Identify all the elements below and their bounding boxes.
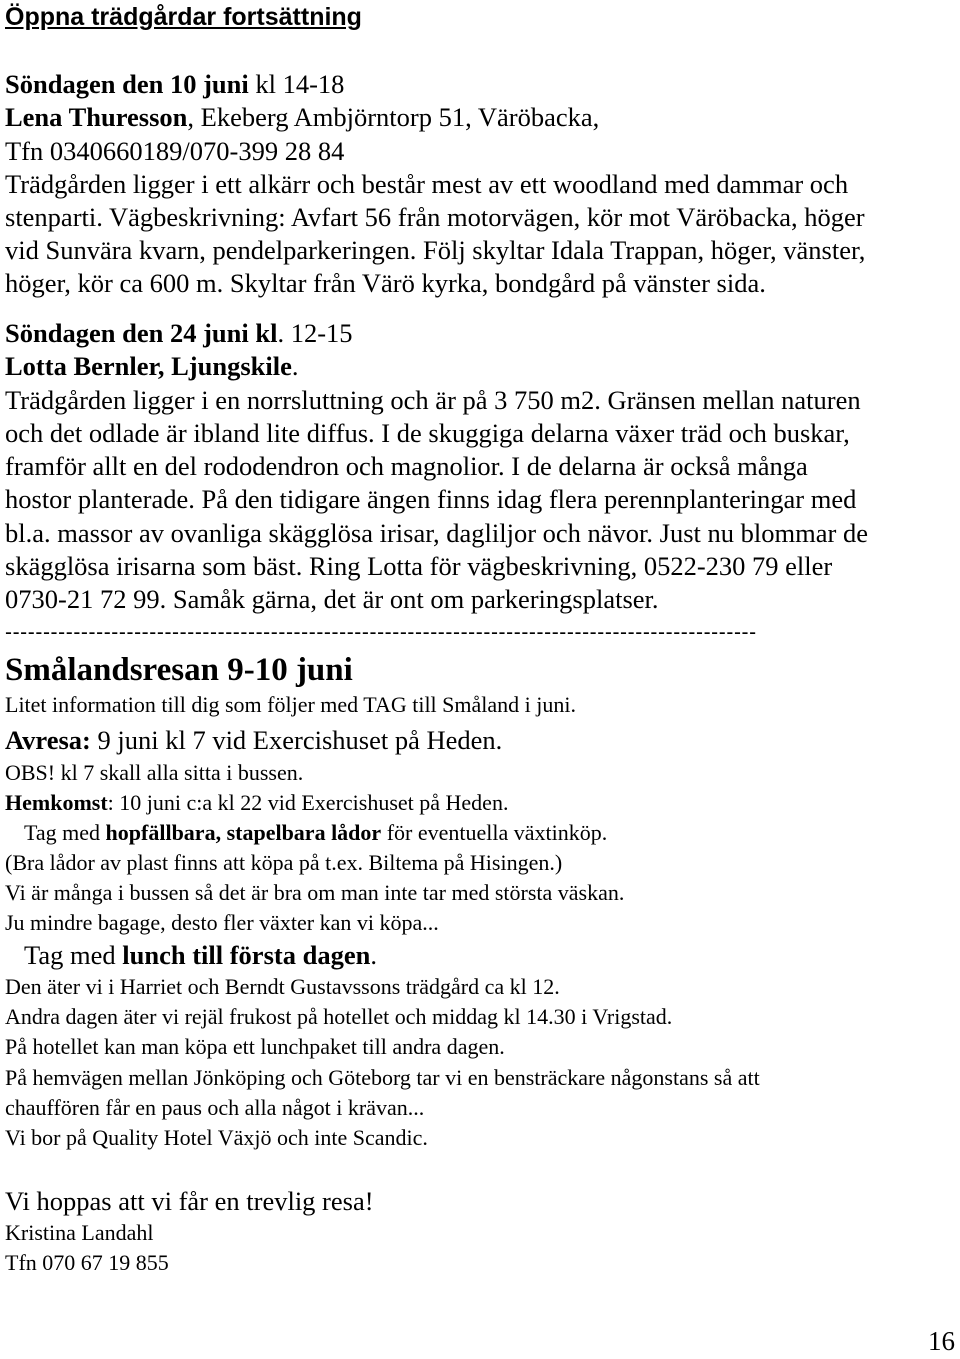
garden2-host-line	[5, 353, 298, 380]
bring-boxes-line	[24, 822, 607, 844]
trip-info-line: På hotellet kan man köpa ett lunchpaket till andra dagen.	[5, 1034, 505, 1059]
trip-info-line: Den äter vi i Harriet och Berndt Gustavssons trädgård ca kl 12.	[5, 974, 560, 999]
garden2-host-end: .	[291, 351, 299, 381]
garden2-desc-line: framför allt en del rododendron och magnolior. I de delarna är också många	[5, 451, 808, 481]
dashed-separator: ---------------------------------------------------------------------------------------------------	[5, 621, 757, 644]
garden2-desc-line: skägglösa irisarna som bäst. Ring Lotta för vägbeskrivning, 0522-230 79 eller	[5, 551, 833, 581]
garden1-time: kl 14-18	[248, 69, 345, 99]
garden2-time: . 12-15	[277, 318, 353, 348]
garden1-desc-line: stenparti. Vägbeskrivning: Avfart 56 från motorvägen, kör mot Väröbacka, höger	[5, 202, 865, 232]
return-label: Hemkomst	[5, 790, 108, 815]
garden2-date-line	[5, 320, 353, 347]
garden2-desc-line: 0730-21 72 99. Samåk gärna, det är ont om parkeringsplatser.	[5, 584, 659, 614]
trip-heading: Smålandsresan 9-10 juni	[5, 652, 353, 688]
obs-note: OBS! kl 7 skall alla sitta i bussen.	[5, 760, 304, 785]
return-text: : 10 juni c:a kl 22 vid Exercishuset på Heden.	[107, 790, 509, 815]
garden1-date-line	[5, 71, 344, 98]
luggage-note: Vi är många i bussen så det är bra om man inte tar med största väskan.	[5, 880, 625, 905]
garden1-desc-line: Trädgården ligger i ett alkärr och består mest av ett woodland med dammar och	[5, 169, 849, 199]
garden2-desc-line: Trädgården ligger i en norrsluttning och är på 3 750 m2. Gränsen mellan naturen	[5, 385, 861, 415]
departure-label: Avresa:	[5, 725, 91, 755]
return-line	[5, 792, 508, 814]
boxes-tip: (Bra lådor av plast finns att köpa på t.ex. Biltema på Hisingen.)	[5, 850, 563, 875]
trip-info-line: Vi bor på Quality Hotel Växjö och inte Scandic.	[5, 1125, 428, 1150]
bring-lunch-bold: lunch till första dagen	[122, 940, 371, 970]
garden2-host: Lotta Bernler, Ljungskile	[5, 351, 292, 381]
trip-intro: Litet information till dig som följer med TAG till Småland i juni.	[5, 692, 576, 717]
garden2-desc-line: och det odlade är ibland lite diffus. I de skuggiga delarna växer träd och buskar,	[5, 418, 850, 448]
luggage-note-2: Ju mindre bagage, desto fler växter kan vi köpa...	[5, 910, 439, 935]
bring-boxes-pre: Tag med	[24, 820, 106, 845]
page-title: Öppna trädgårdar fortsättning	[5, 3, 362, 31]
departure-line	[5, 727, 502, 754]
garden2-desc-line: bl.a. massor av ovanliga skägglösa irisar, dagliljor och nävor. Just nu blommar de	[5, 518, 868, 548]
contact-phone: Tfn 070 67 19 855	[5, 1250, 169, 1275]
page-number: 16	[928, 1326, 955, 1356]
garden2-desc-line: hostor planterade. På den tidigare ängen finns idag flera perennplanteringar med	[5, 484, 857, 514]
bring-lunch-line	[24, 942, 377, 969]
garden1-desc-line: höger, kör ca 600 m. Skyltar från Värö kyrka, bondgård på vänster sida.	[5, 268, 766, 298]
garden1-host-line	[5, 104, 599, 131]
bring-boxes-bold: hopfällbara, stapelbara lådor	[105, 820, 382, 845]
garden1-address: , Ekeberg Ambjörntorp 51, Väröbacka,	[187, 102, 600, 132]
trip-info-line: På hemvägen mellan Jönköping och Göteborg tar vi en bensträckare någonstans så att	[5, 1065, 760, 1090]
garden2-kl: kl	[248, 318, 278, 348]
bring-lunch-pre: Tag med	[24, 940, 123, 970]
signature: Kristina Landahl	[5, 1220, 154, 1245]
garden2-date: Söndagen den 24 juni	[5, 318, 249, 348]
bring-lunch-post: .	[370, 940, 377, 970]
garden1-date: Söndagen den 10 juni	[5, 69, 249, 99]
bring-boxes-post: för eventuella växtinköp.	[381, 820, 608, 845]
garden1-phone: Tfn 0340660189/070-399 28 84	[5, 136, 345, 166]
garden1-host: Lena Thuresson	[5, 102, 188, 132]
garden1-desc-line: vid Sunvära kvarn, pendelparkeringen. Följ skyltar Idala Trappan, höger, vänster,	[5, 235, 866, 265]
departure-text: 9 juni kl 7 vid Exercishuset på Heden.	[90, 725, 503, 755]
trip-info-line: chauffören får en paus och alla något i krävan...	[5, 1095, 425, 1120]
closing-line: Vi hoppas att vi får en trevlig resa!	[5, 1186, 374, 1216]
trip-info-line: Andra dagen äter vi rejäl frukost på hotellet och middag kl 14.30 i Vrigstad.	[5, 1004, 673, 1029]
